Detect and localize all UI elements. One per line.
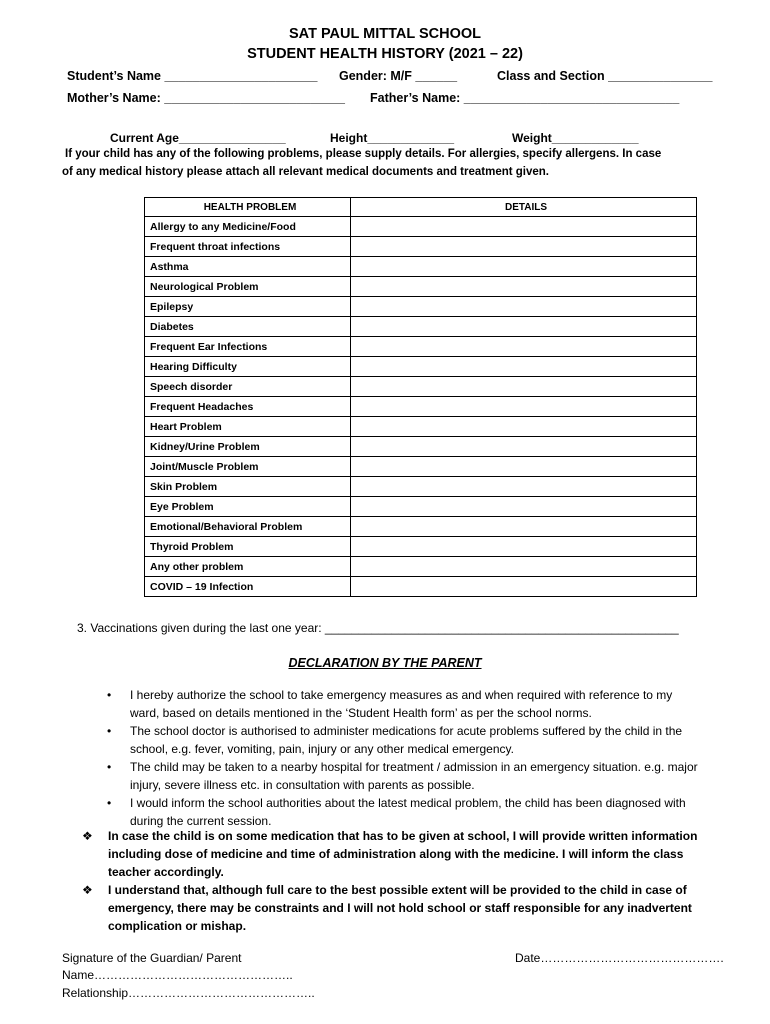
table-header-row [145, 198, 697, 217]
health-problem-cell: Skin Problem [145, 477, 351, 497]
declaration-bullet: • I would inform the school authorities about the latest medical problem, the child has been diagnosed with during the current session. [107, 796, 686, 828]
details-cell[interactable] [351, 377, 697, 397]
name-label: Name………………………………………….. [62, 968, 293, 982]
health-problem-cell: Frequent Headaches [145, 397, 351, 417]
health-problem-cell: Asthma [145, 257, 351, 277]
details-cell[interactable] [351, 557, 697, 577]
details-cell[interactable] [351, 417, 697, 437]
details-cell[interactable] [351, 477, 697, 497]
table-row [145, 337, 697, 357]
vaccinations-line: 3. Vaccinations given during the last one year: _____________________________________________________ [77, 621, 679, 635]
health-problem-cell: Kidney/Urine Problem [145, 437, 351, 457]
health-problem-cell: Speech disorder [145, 377, 351, 397]
date-label: Date………………………………………. [515, 951, 724, 965]
details-cell[interactable] [351, 517, 697, 537]
details-cell[interactable] [351, 537, 697, 557]
health-problem-cell: Diabetes [145, 317, 351, 337]
table-row [145, 317, 697, 337]
health-problem-header: HEALTH PROBLEM [145, 198, 351, 217]
details-cell[interactable] [351, 217, 697, 237]
health-problem-cell: Emotional/Behavioral Problem [145, 517, 351, 537]
bullet-icon: • [107, 760, 112, 774]
declaration-bold-points [82, 827, 702, 935]
details-cell[interactable] [351, 317, 697, 337]
weight-field: Weight_____________ [512, 131, 639, 145]
declaration-bullet: • The school doctor is authorised to administer medications for acute problems suffered by the child in the school, e.g. fever, vomiting, pain, injury or any other medical emergency. [107, 724, 683, 756]
health-problem-cell: Joint/Muscle Problem [145, 457, 351, 477]
details-cell[interactable] [351, 577, 697, 597]
details-cell[interactable] [351, 297, 697, 317]
diamond-bullet-icon: ❖ [82, 883, 93, 897]
father-name-field: Father’s Name: _______________________________ [370, 91, 680, 105]
details-header: DETAILS [351, 198, 697, 217]
age-field: Current Age________________ [110, 131, 286, 145]
details-cell[interactable] [351, 237, 697, 257]
diamond-bullet-icon: ❖ [82, 829, 93, 843]
declaration-bullets [104, 686, 704, 830]
bullet-icon: • [107, 796, 112, 810]
table-row [145, 497, 697, 517]
details-cell[interactable] [351, 497, 697, 517]
health-problem-cell: Heart Problem [145, 417, 351, 437]
table-row [145, 477, 697, 497]
details-cell[interactable] [351, 337, 697, 357]
table-row [145, 437, 697, 457]
instruction-line-1: If your child has any of the following problems, please supply details. For allergies, specify allergens. In case [65, 148, 662, 160]
declaration-bullet: • I hereby authorize the school to take emergency measures as and when required with reference to my ward, based on details mentioned in the ‘Student Health form’ as per the school norms. [107, 688, 673, 720]
declaration-bullet: • The child may be taken to a nearby hospital for treatment / admission in an emergency situation. e.g. major injury, severe illness etc. in consultation with parents as possible. [107, 760, 698, 792]
bullet-icon: • [107, 688, 112, 702]
health-problem-cell: Frequent throat infections [145, 237, 351, 257]
school-name: SAT PAUL MITTAL SCHOOL [289, 26, 481, 42]
table-row [145, 217, 697, 237]
health-problem-cell: Neurological Problem [145, 277, 351, 297]
instruction-line-2: of any medical history please attach all relevant medical documents and treatment given. [62, 166, 549, 178]
height-field: Height_____________ [330, 131, 455, 145]
table-row [145, 537, 697, 557]
health-problem-cell: Thyroid Problem [145, 537, 351, 557]
health-problem-cell: Eye Problem [145, 497, 351, 517]
table-row [145, 277, 697, 297]
table-row [145, 557, 697, 577]
gender-field: Gender: M/F ______ [339, 69, 458, 83]
health-problem-cell: Epilepsy [145, 297, 351, 317]
bullet-icon: • [107, 724, 112, 738]
declaration-title: DECLARATION BY THE PARENT [288, 656, 482, 670]
mother-name-field: Mother’s Name: __________________________ [67, 91, 345, 105]
guardian-signature-label: Signature of the Guardian/ Parent [62, 951, 242, 965]
health-problem-table [144, 197, 697, 597]
table-row [145, 257, 697, 277]
table-row [145, 397, 697, 417]
details-cell[interactable] [351, 257, 697, 277]
table-row [145, 517, 697, 537]
details-cell[interactable] [351, 397, 697, 417]
table-row [145, 377, 697, 397]
health-problem-cell: Frequent Ear Infections [145, 337, 351, 357]
relationship-label: Relationship……………………………………….. [62, 986, 315, 1000]
details-cell[interactable] [351, 277, 697, 297]
details-cell[interactable] [351, 357, 697, 377]
table-row [145, 237, 697, 257]
health-problem-cell: Hearing Difficulty [145, 357, 351, 377]
declaration-bold-point: ❖ I understand that, although full care to the best possible extent will be provided to the child in case of emergency, there may be constraints and I will not hold school or staff responsible for any inadvertent complication or mishap. [82, 883, 692, 933]
table-row [145, 417, 697, 437]
declaration-bold-point: ❖ In case the child is on some medication that has to be given at school, I will provide written information including dose of medicine and time of administration along with the medicine. I will inform the class teacher accordingly. [82, 829, 698, 879]
table-row [145, 577, 697, 597]
details-cell[interactable] [351, 437, 697, 457]
table-row [145, 357, 697, 377]
health-problem-cell: Allergy to any Medicine/Food [145, 217, 351, 237]
student-name-field: Student’s Name ______________________ [67, 69, 318, 83]
health-problem-cell: COVID – 19 Infection [145, 577, 351, 597]
class-section-field: Class and Section _______________ [497, 69, 713, 83]
form-title: STUDENT HEALTH HISTORY (2021 – 22) [247, 46, 523, 62]
table-row [145, 297, 697, 317]
health-problem-cell: Any other problem [145, 557, 351, 577]
table-row [145, 457, 697, 477]
details-cell[interactable] [351, 457, 697, 477]
